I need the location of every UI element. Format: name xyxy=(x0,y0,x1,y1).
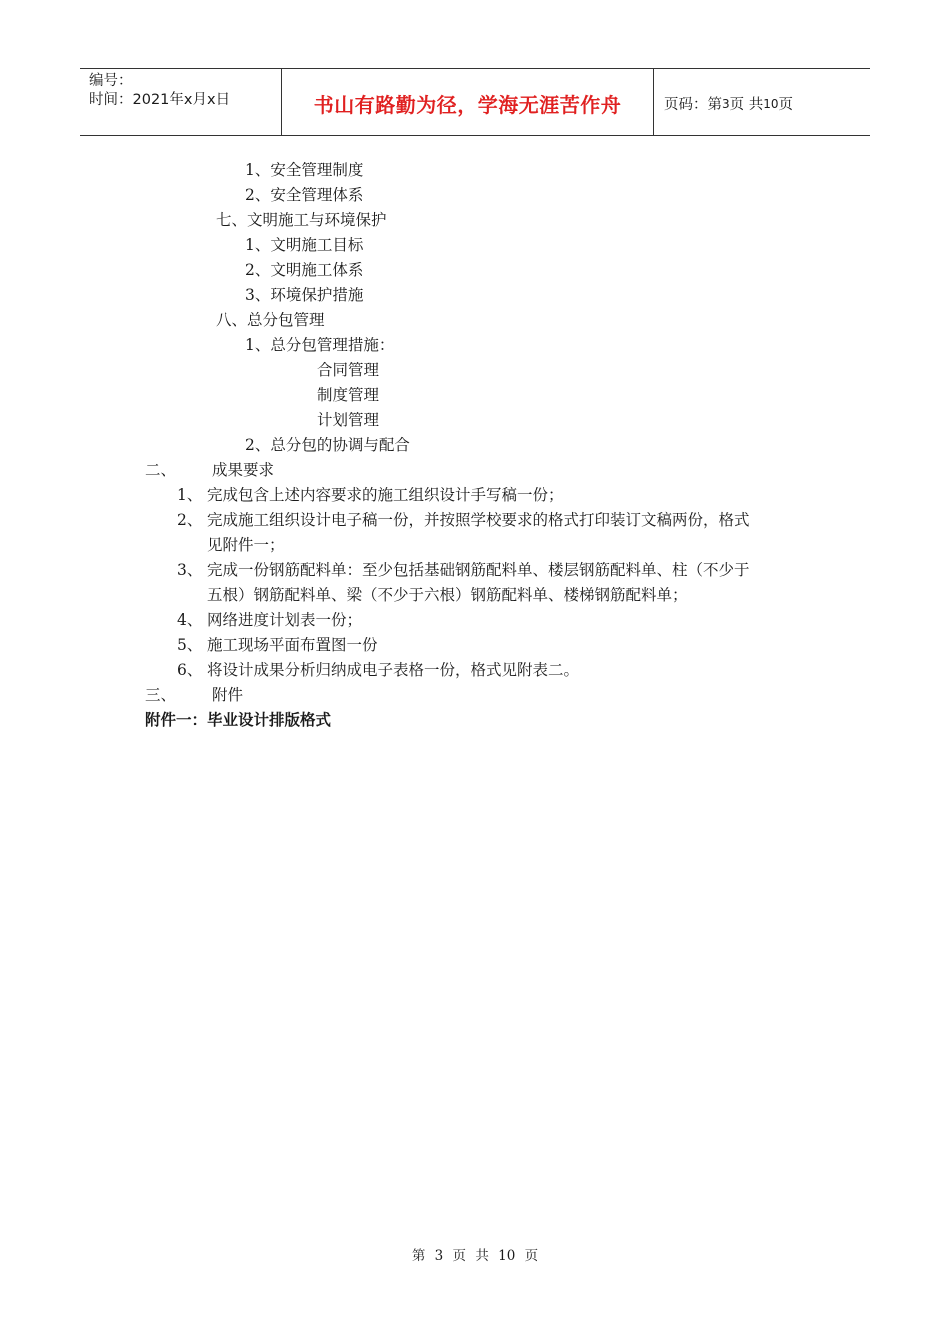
header-info xyxy=(80,69,281,135)
outline-subitem: 合同管理 xyxy=(317,361,380,379)
outline-item: 2、文明施工体系 xyxy=(245,261,364,279)
section-title: 成果要求 xyxy=(212,461,275,479)
page-header xyxy=(80,68,870,136)
header-motto: 书山有路勤为径，学海无涯苦作舟 xyxy=(313,93,622,117)
requirement-number: 4、 xyxy=(177,611,203,629)
requirement-text: 将设计成果分析归纳成电子表格一份，格式见附表二。 xyxy=(207,661,580,679)
page-mid: 页 共 xyxy=(729,97,764,113)
outline-item: 2、总分包的协调与配合 xyxy=(245,436,410,454)
outline-item: 1、总分包管理措施： xyxy=(245,336,395,354)
page-prefix: 页码：第 xyxy=(664,97,722,113)
page-footer: 第 3 页 共 10 页 xyxy=(411,1248,539,1264)
page-current: 3 xyxy=(722,96,730,111)
section-number: 三、 xyxy=(145,686,177,704)
outline-item: 1、文明施工目标 xyxy=(245,236,364,254)
requirement-text: 施工现场平面布置图一份 xyxy=(207,636,378,654)
outline-subitem: 计划管理 xyxy=(317,411,380,429)
outline-item: 2、安全管理体系 xyxy=(245,186,364,204)
page-total: 10 xyxy=(763,96,779,111)
requirement-number: 6、 xyxy=(177,661,203,679)
requirement-number: 5、 xyxy=(177,636,203,654)
header-page-number xyxy=(654,69,870,135)
requirement-text: 网络进度计划表一份； xyxy=(207,611,363,629)
section-title: 附件 xyxy=(212,686,244,704)
outline-heading: 八、总分包管理 xyxy=(216,311,325,329)
outline-heading: 七、文明施工与环境保护 xyxy=(216,211,387,229)
page-suffix: 页 xyxy=(778,97,794,113)
requirement-text: 完成包含上述内容要求的施工组织设计手写稿一份； xyxy=(207,486,564,504)
document-number-label: 编号： xyxy=(89,73,133,89)
header-motto-cell xyxy=(281,69,654,135)
appendix-title: 附件一：毕业设计排版格式 xyxy=(145,711,332,729)
requirement-text-continued: 五根）钢筋配料单、梁（不少于六根）钢筋配料单、楼梯钢筋配料单； xyxy=(207,586,688,604)
outline-item: 1、安全管理制度 xyxy=(245,161,364,179)
document-time: 时间：2021年x月x日 xyxy=(89,92,231,108)
section-number: 二、 xyxy=(145,461,177,479)
requirement-text-continued: 见附件一； xyxy=(207,536,285,554)
requirement-number: 2、 xyxy=(177,511,203,529)
requirement-text: 完成施工组织设计电子稿一份，并按照学校要求的格式打印装订文稿两份，格式 xyxy=(207,511,750,529)
requirement-number: 1、 xyxy=(177,486,203,504)
outline-item: 3、环境保护措施 xyxy=(245,286,364,304)
outline-subitem: 制度管理 xyxy=(317,386,380,404)
requirement-text: 完成一份钢筋配料单：至少包括基础钢筋配料单、楼层钢筋配料单、柱（不少于 xyxy=(207,561,750,579)
requirement-number: 3、 xyxy=(177,561,203,579)
